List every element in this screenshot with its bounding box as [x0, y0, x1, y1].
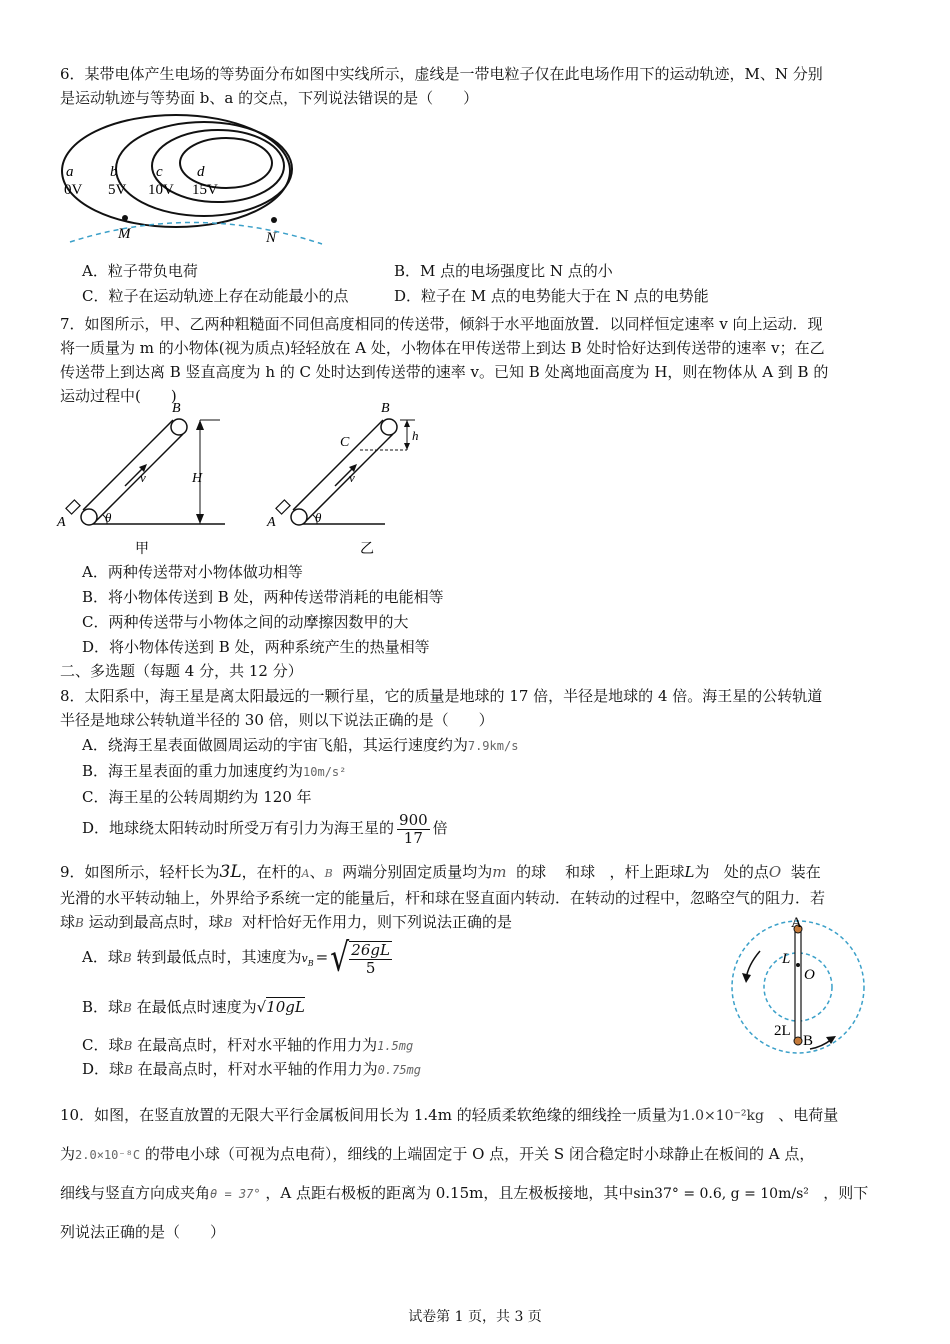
ball-b [794, 1037, 802, 1045]
q9-option-c-text: 在最高点时，杆对水平轴的作用力为 [137, 1036, 378, 1054]
label-c-potential: 10V [148, 182, 174, 198]
fig-label-o: O [804, 967, 815, 983]
q9-line-1 [60, 860, 910, 886]
jia-label-h: H [192, 471, 203, 486]
yi-caption: 乙 [360, 542, 374, 557]
q7-option-b[interactable]: B．将小物体传送到 B 处，两种传送带消耗的电能相等 [82, 588, 444, 606]
q9-option-a-fraction [349, 941, 392, 977]
q9-line-2: 光滑的水平转动轴上，外界给予系统一定的能量后，杆和球在竖直面内转动．在转动的过程中，忽略空气的阻力．若 [60, 889, 826, 907]
rotation-arrowhead-left-icon [742, 973, 751, 983]
q9-option-b[interactable] [82, 996, 305, 1019]
yi-label-theta: θ [315, 510, 322, 525]
q9-option-b-value: 10gL [266, 998, 305, 1016]
fig-label-2l: 2L [774, 1023, 791, 1039]
q9-option-c-ball: B [123, 1039, 133, 1053]
q9-end-a: A [301, 867, 310, 880]
q10-text: 的带电小球（可视为点电荷），细线的上端固定于 O 点，开关 S 闭合稳定时小球静止在板间的 A 点， [144, 1145, 815, 1163]
fraction-numerator: 900 [399, 810, 428, 829]
q10-line-4: 列说法正确的是（ ） [60, 1223, 226, 1241]
q10-angle: θ = 37° [210, 1187, 261, 1201]
q9-rotating-rod-figure [730, 915, 870, 1060]
q8-option-d-fraction [397, 812, 430, 847]
q9-option-a-sqrt: √ $\frac{26gL}{5}$ [330, 935, 390, 981]
q7-line-3: 传送带上到达离 B 竖直高度为 h 的 C 处时达到传送带的速率 v。已知 B 处离地面高度为 H，则在物体从 A 到 B 的 [60, 363, 829, 381]
q8-option-b[interactable] [82, 760, 346, 783]
q9-pivot: O [768, 863, 782, 881]
jia-label-v: v [140, 470, 146, 485]
q9-option-c-value: 1.5mg [377, 1039, 414, 1053]
question-8 [60, 684, 910, 732]
label-b: b [110, 164, 118, 180]
q6-option-a[interactable]: A．粒子带负电荷 [82, 262, 198, 280]
q9-ball-b: B [75, 916, 84, 930]
q9-end-b: B [324, 867, 333, 880]
jia-caption: 甲 [135, 542, 149, 557]
q8-option-b-text: B．海王星表面的重力加速度约为 [82, 762, 304, 780]
q9-option-b-ball: B [123, 1001, 132, 1015]
q8-option-a-text: A．绕海王星表面做圆周运动的宇宙飞船，其运行速度约为 [82, 736, 468, 754]
q10-text: ，则下 [823, 1184, 869, 1202]
q8-option-a-value: 7.9km/s [467, 739, 519, 753]
fig-label-l: L [782, 951, 791, 967]
sqrt-symbol: √ [256, 998, 267, 1016]
q10-constants: sin37° = 0.6, g = 10m/s² [633, 1186, 809, 1202]
q10-text: ，A 点距右极板的距离为 0.15m，且左极板接地，其中 [265, 1184, 634, 1202]
q9-text: 两端分别固定质量均为 [342, 863, 493, 881]
label-a: a [66, 164, 74, 180]
q8-option-d-suffix: 倍 [432, 819, 448, 837]
q9-text: 球 [60, 913, 76, 931]
q6-line-2: 是运动轨迹与等势面 b、a 的交点，下列说法错误的是（ ） [60, 89, 479, 107]
q9-text: 对杆恰好无作用力，则下列说法正确的是 [242, 913, 513, 931]
q9-option-c[interactable] [82, 1034, 413, 1057]
yi-label-v: v [349, 470, 355, 485]
q9-text: ，在杆的 [241, 863, 302, 881]
yi-label-a: A [267, 515, 276, 530]
q9-option-d-text: 在最高点时，杆对水平轴的作用力为 [137, 1060, 378, 1078]
q9-option-a-text: 转到最低点时，其速度为 [136, 948, 302, 966]
q9-text: ，杆上距球 [609, 863, 685, 881]
q9-option-a[interactable] [82, 935, 395, 986]
q9-option-d-text: D．球 [82, 1060, 125, 1078]
q9-text: 和球 [565, 863, 596, 881]
question-6 [60, 62, 910, 110]
label-n: N [266, 230, 277, 246]
q9-text: 为 [694, 863, 710, 881]
q9-distance: L [684, 863, 695, 881]
q7-line-4: 运动过程中( ) [60, 387, 177, 405]
q9-option-a-text: A．球 [82, 948, 123, 966]
fig-label-b: B [803, 1033, 814, 1049]
q9-text: 9．如图所示，轻杆长为 [60, 863, 220, 881]
q8-line-1: 8．太阳系中，海王星是离太阳最远的一颗行星，它的质量是地球的 17 倍，半径是地球的 4 倍。海王星的公转轨道 [60, 687, 823, 705]
fraction-denominator: 17 [403, 828, 423, 847]
yi-label-c: C [340, 435, 350, 450]
q9-option-d-ball: B [124, 1063, 133, 1077]
q10-line-2 [60, 1135, 910, 1174]
q7-conveyor-figure [55, 398, 435, 560]
q9-option-d[interactable] [82, 1058, 421, 1081]
q10-line-3 [60, 1174, 910, 1213]
jia-label-b: B [172, 401, 181, 416]
q8-option-d[interactable] [82, 810, 448, 847]
q6-equipotential-figure [60, 112, 330, 252]
q9-rod-length: 3L [219, 862, 242, 882]
pivot-o [796, 963, 800, 967]
q10-text: 10．如图，在竖直放置的无限大平行金属板间用长为 1.4m 的轻质柔软绝缘的细线拴一质量为 [60, 1106, 682, 1124]
q6-option-c[interactable]: C．粒子在运动轨迹上存在动能最小的点 [82, 287, 349, 305]
q9-mass: m [492, 863, 507, 881]
yi-label-b: B [381, 401, 390, 416]
q6-option-d[interactable]: D．粒子在 M 点的电势能大于在 N 点的电势能 [394, 287, 709, 305]
q6-line-1: 6．某带电体产生电场的等势面分布如图中实线所示，虚线是一带电粒子仅在此电场作用下的运动轨迹，M、N 分别 [60, 65, 823, 83]
q10-text: 为 [60, 1145, 76, 1163]
q10-charge: 2.0×10⁻⁸C [75, 1148, 141, 1162]
conveyor-jia [56, 401, 225, 557]
q7-line-2: 将一质量为 m 的小物体(视为质点)轻轻放在 A 处，小物体在甲传送带上到达 B 处时恰好达到传送带的速率 v；在乙 [60, 339, 825, 357]
q9-option-a-eq: = [315, 948, 329, 966]
q9-option-c-text: C．球 [82, 1036, 124, 1054]
label-d-potential: 15V [192, 182, 218, 198]
q10-line-1 [60, 1096, 910, 1135]
q9-option-a-sub: B [307, 959, 314, 968]
point-m-dot [122, 215, 128, 221]
q9-text: 、 [309, 863, 325, 881]
q8-option-b-value: 10m/s² [303, 765, 347, 779]
yi-label-h: h [412, 428, 419, 443]
label-a-potential: 0V [64, 182, 83, 198]
label-b-potential: 5V [108, 182, 127, 198]
fraction-numerator: 26gL [351, 940, 390, 959]
page-footer: 试卷第 1 页，共 3 页 [408, 1309, 542, 1325]
label-c: c [156, 164, 163, 180]
q7-option-d[interactable]: D．将小物体传送到 B 处，两种系统产生的热量相等 [82, 638, 430, 656]
q9-option-d-value: 0.75mg [377, 1063, 422, 1077]
q7-line-1: 7．如图所示，甲、乙两种粗糙面不同但高度相同的传送带，倾斜于水平地面放置．以同样恒定速率 v 向上运动．现 [60, 315, 823, 333]
q9-text: 装在 [790, 863, 821, 881]
fig-label-a: A [791, 915, 802, 931]
q8-line-2: 半径是地球公转轨道半径的 30 倍，则以下说法正确的是（ ） [60, 711, 494, 729]
q9-ball-b: B [223, 916, 233, 930]
q6-option-b[interactable]: B．M 点的电场强度比 N 点的小 [394, 262, 613, 280]
q9-option-b-text: B．球 [82, 998, 124, 1016]
label-m: M [118, 226, 131, 242]
rod [795, 929, 801, 1041]
section-multiple-choice-heading: 二、多选题（每题 4 分，共 12 分） [60, 662, 303, 680]
question-7 [60, 312, 910, 408]
q10-text: 、电荷量 [778, 1106, 839, 1124]
fraction-denominator: 5 [365, 958, 376, 977]
q7-option-c[interactable]: C．两种传送带与小物体之间的动摩擦因数甲的大 [82, 613, 409, 631]
q7-option-a[interactable]: A．两种传送带对小物体做功相等 [82, 563, 303, 581]
conveyor-yi [266, 401, 419, 557]
q8-option-a[interactable] [82, 734, 518, 757]
jia-label-theta: θ [105, 510, 112, 525]
q8-option-c[interactable]: C．海王星的公转周期约为 120 年 [82, 788, 312, 806]
q9-text: 处的点 [723, 863, 769, 881]
q9-option-a-ball: B [122, 951, 132, 965]
q8-option-d-text: D．地球绕太阳转动时所受万有引力为海王星的 [82, 819, 395, 837]
label-d: d [197, 164, 205, 180]
q10-text: 细线与竖直方向成夹角 [60, 1184, 211, 1202]
q9-option-b-text: 在最低点时速度为 [136, 998, 257, 1016]
question-10 [60, 1096, 910, 1251]
point-n-dot [271, 217, 277, 223]
jia-label-a: A [57, 515, 66, 530]
q9-option-a-v: v [301, 952, 308, 965]
q10-mass: 1.0×10⁻²kg [681, 1108, 764, 1124]
q9-text: 运动到最高点时，球 [88, 913, 224, 931]
q9-text: 的球 [516, 863, 547, 881]
equipotential-d [180, 138, 272, 188]
